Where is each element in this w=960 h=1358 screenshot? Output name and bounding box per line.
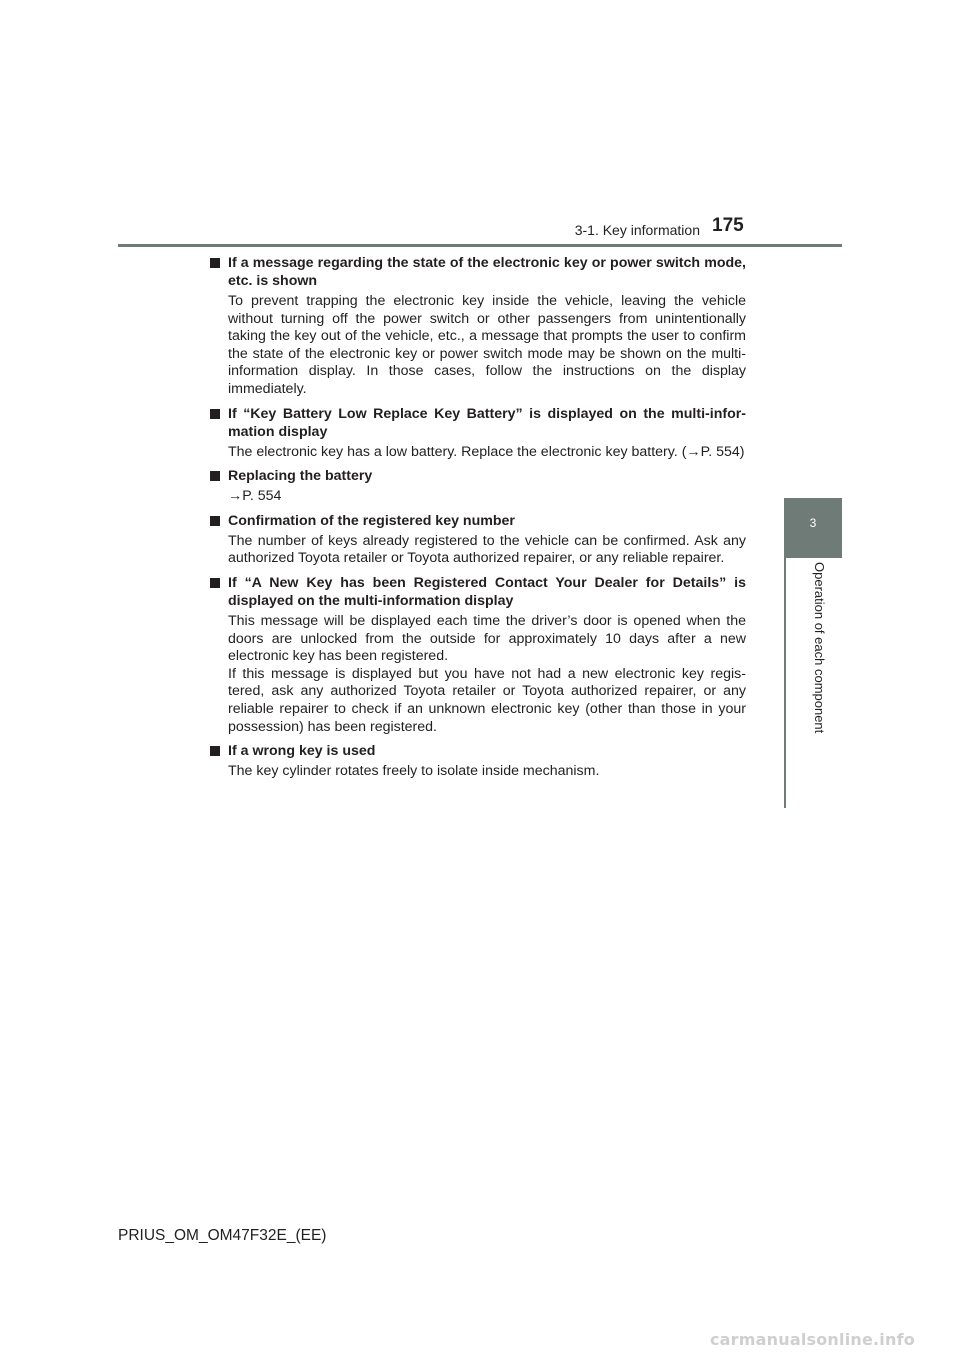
- section-body: [210, 613, 746, 736]
- document-code: PRIUS_OM_OM47F32E_(EE): [118, 1227, 327, 1244]
- section: [210, 574, 746, 736]
- section-body: [210, 488, 746, 506]
- section-heading-text: Replacing the battery: [228, 468, 373, 485]
- section: [210, 405, 746, 462]
- square-bullet-icon: [210, 516, 220, 526]
- section: [210, 254, 746, 399]
- section-body: [210, 293, 746, 399]
- section-heading: [210, 467, 746, 485]
- page-number: 175: [712, 215, 744, 236]
- page-content: [210, 254, 746, 787]
- square-bullet-icon: [210, 578, 220, 588]
- section-heading-text: Confirmation of the registered key number: [228, 512, 515, 529]
- square-bullet-icon: [210, 471, 220, 481]
- square-bullet-icon: [210, 409, 220, 419]
- section-heading-text: If a wrong key is used: [228, 743, 376, 760]
- section-heading: [210, 405, 746, 441]
- paragraph: The number of keys already registered to the vehicle can be confirmed. Ask any authorized Toyota retailer or Toyota authorized repairer, or any reliable repairer.: [228, 532, 746, 567]
- chapter-title: Operation of each component: [812, 562, 827, 734]
- section: [210, 467, 746, 506]
- chapter-number: 3: [809, 516, 817, 530]
- section-body: [210, 763, 746, 781]
- section: [210, 742, 746, 781]
- paragraph: The electronic key has a low battery. Replace the electronic key battery. (→P. 554): [228, 443, 745, 460]
- chapter-tab: [784, 498, 842, 558]
- page-reference: →P. 554: [228, 488, 282, 505]
- square-bullet-icon: [210, 258, 220, 268]
- section-heading-text: If a message regarding the state of the electronic key or power switch mode, etc. is shown: [228, 255, 746, 289]
- section-heading: [210, 254, 746, 290]
- paragraph: This message will be displayed each time the driver’s door is opened when the doors are unlocked from the outside for approximately 10 days after a new electronic key has been registered.: [228, 612, 746, 665]
- site-watermark: carmanualsonline.info: [710, 1330, 915, 1349]
- square-bullet-icon: [210, 746, 220, 756]
- section-body: [210, 444, 746, 462]
- section-heading: [210, 742, 746, 760]
- section: [210, 512, 746, 568]
- header-divider: [118, 244, 842, 247]
- section-heading-text: If “A New Key has been Registered Contact Your Dealer for Details” is displayed on the multi-information display: [228, 574, 746, 609]
- paragraph: If this message is displayed but you have not had a new electronic key regis-tered, ask any authorized Toyota retailer or Toyota authorized repairer, or any reliable repairer to check if an unknown electronic key (other than those in your possession) has been registered.: [228, 665, 746, 735]
- running-header-section: 3-1. Key information: [574, 222, 700, 238]
- paragraph: The key cylinder rotates freely to isolate inside mechanism.: [228, 763, 600, 780]
- section-heading: [210, 574, 746, 610]
- section-heading: [210, 512, 746, 530]
- section-heading-text: If “Key Battery Low Replace Key Battery” is displayed on the multi-infor-mation display: [228, 405, 746, 440]
- paragraph: To prevent trapping the electronic key inside the vehicle, leaving the vehicle without turning off the power switch or other passengers from unintentionally taking the key out of the vehicle, etc., a message that prompts the user to confirm the state of the electronic key or power switch mode may be shown on the multi-information display. In those cases, follow the instructions on the display immediately.: [228, 293, 746, 397]
- section-body: [210, 533, 746, 568]
